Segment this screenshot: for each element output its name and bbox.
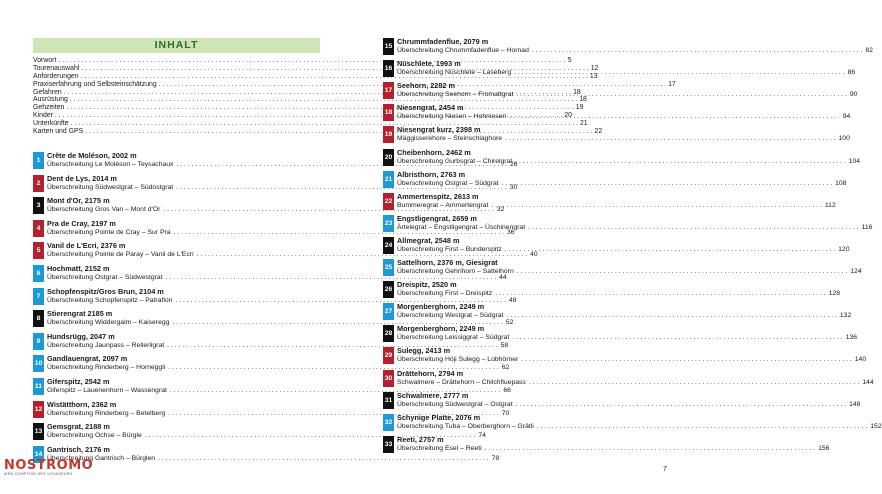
tour-route: Überschreitung Südwestgrat – Südostgrat [47,183,174,191]
tour-route-line [397,444,829,453]
tour-text [397,413,882,431]
tour-text [397,125,850,143]
tour-route: Überschreitung Widdergalm – Kaiseregg [47,319,170,327]
toc-row[interactable] [33,120,588,128]
leader-dots [485,444,815,453]
tour-name: Gandlauengrat, 2097 m [47,354,128,364]
tour-route-line [397,378,874,387]
tour-name: Morgenberghorn, 2249 m [397,324,485,334]
toc-page: 12 [590,64,599,72]
tour-name: Mont d'Or, 2175 m [47,196,110,206]
tour-text [397,103,850,121]
tour-number-badge: 12 [33,401,44,418]
tour-page: 94 [842,113,851,121]
tour-route-line [397,245,849,254]
tour-route-line [397,355,866,364]
tour-entry[interactable] [383,147,861,168]
tour-entry[interactable] [383,302,852,322]
tour-text [397,302,851,320]
tour-name: Albristhorn, 2763 m [397,169,466,179]
tour-name: Niesengrat, 2454 m [397,103,464,113]
tour-entry[interactable] [383,324,858,344]
tour-number-badge: 21 [383,171,394,188]
toc-page: 18 [579,96,587,104]
tour-page: 100 [838,135,850,143]
tour-number-badge: 23 [383,215,394,232]
tour-text [397,435,829,453]
tour-name: Allmegrat, 2548 m [397,235,460,245]
tour-number-badge: 19 [383,126,394,143]
tour-name: Dreispitz, 2520 m [397,280,457,290]
tour-page: 132 [839,312,852,320]
watermark-logo [4,458,94,476]
tour-name: Chrummfadenflue, 2079 m [397,37,489,46]
tour-page: 156 [818,444,830,452]
tour-number-badge: 7 [33,288,44,305]
tour-name: Sattelhorn, 2376 m, Giesigrat [397,258,498,267]
tour-text [397,214,872,232]
tour-route: Überschreitung Schopfenspitz – Patraflon [47,296,173,304]
tour-number-badge: 18 [383,104,394,121]
tour-page: 52 [505,319,514,327]
tour-text [397,192,836,210]
leader-dots [529,378,859,387]
tour-route: Schwalmere – Drättehorn – Chilchfluepass [397,378,526,386]
toc-page: 19 [575,104,584,112]
tour-route: Überschreitung Chrummfadenflue – Hornad [397,47,529,54]
tour-number-badge: 5 [33,242,44,259]
tour-route: Überschreitung Ostgrat – Südwestgrat [47,274,163,281]
tour-route-line [397,134,850,143]
toc-page: 22 [594,128,603,135]
tour-number-badge: 22 [383,193,394,210]
tour-page: 78 [491,454,500,462]
tour-name: Niesengrat kurz, 2398 m [397,125,481,135]
logo-tagline: WEB-COMPTOIR DES VOYAGEURS [4,472,73,476]
tour-page: 58 [500,341,509,349]
tour-name: Engstligengrat, 2659 m [397,213,477,223]
tour-page: 152 [870,422,882,430]
tour-route-line [397,46,873,55]
tour-name: Sulegg, 2413 m [397,346,451,356]
tour-number-badge: 25 [383,259,394,276]
tour-route: Überschreitung Rinderberg – Horneggli [47,364,166,372]
leader-dots [505,134,835,143]
tour-route: Überschreitung Südwestgrat – Ostgrat [397,400,513,408]
toc-title: Gehzeiten [33,104,65,112]
tour-page: 112 [824,201,836,209]
tour-text [397,324,857,342]
leader-dots [502,179,832,188]
tour-page: 136 [845,334,858,342]
tour-route-line [397,68,855,77]
tour-page: 74 [478,432,486,440]
tour-entry[interactable] [383,280,841,300]
tour-entry[interactable] [383,235,850,256]
tour-page: 120 [838,245,850,253]
leader-dots [537,422,867,431]
toc-title: Praxiserfahrung und Selbsteinschätzung [33,80,157,88]
tour-route: Überschreitung Gros Van – Mont d'Or [47,206,161,214]
tour-number-badge: 31 [383,392,394,409]
tour-number-badge: 9 [33,333,44,350]
tour-route: Überschreitung Westgrat – Südgrat [397,312,504,320]
tour-name: Schopfenspitz/Gros Brun, 2104 m [47,286,164,296]
tour-route: Überschreitung Tuba – Oberberghorn – Grätli [397,422,534,430]
tour-page: 66 [503,387,511,394]
tour-page: 144 [862,378,874,386]
toc-page: 5 [567,56,572,64]
tour-page: 108 [835,179,847,187]
tour-entry[interactable] [383,191,836,212]
tour-name: Dent de Lys, 2014 m [47,173,117,183]
tour-page: 90 [849,91,858,99]
tour-text [397,236,849,254]
tour-text [397,170,846,188]
contents-header: INHALT [33,38,320,53]
tour-route: Giferspitz – Lauenenhorn – Wassengrat [47,387,167,394]
tour-number-badge: 1 [33,152,44,169]
tour-name: Ammertenspitz, 2613 m [397,191,479,201]
tour-name: Reeti, 2757 m [397,434,444,444]
toc-page: 20 [564,112,572,120]
tour-route-line [397,157,860,166]
tour-name: Gantrisch, 2176 m [47,444,110,454]
leader-dots [495,289,825,298]
tour-route: Überschreitung First – Bunderspitz [397,245,502,253]
tour-name: Hochmatt, 2152 m [47,264,110,273]
tour-name: Schynige Platte, 2076 m [397,412,481,422]
tour-page: 30 [509,183,518,191]
tour-page: 26 [509,161,518,168]
toc-title: Gefahren [33,88,62,96]
tour-text [397,81,857,99]
tour-page: 86 [847,69,856,77]
tour-number-badge: 4 [33,220,44,237]
toc-title: Anforderungen [33,72,79,80]
tour-number-badge: 17 [383,82,394,99]
leader-dots [158,454,488,463]
tour-page: 36 [507,228,515,236]
tour-number-badge: 16 [383,60,394,77]
tour-number-badge: 15 [383,38,394,55]
tour-page: 148 [849,400,861,408]
tour-name: Giferspitz, 2542 m [47,377,110,386]
tour-page: 82 [865,47,873,54]
tour-route: Überschreitung Pointe de Paray – Vanil de L'Ecri [47,251,194,259]
tour-route-line [397,223,872,232]
tour-route: Überschreitung Ostgrat – Südgrat [397,179,499,187]
toc-title: Ausrüstung [33,96,68,104]
tour-page: 104 [848,157,861,165]
leader-dots [532,46,862,55]
tour-entry[interactable] [383,258,862,278]
tour-entry[interactable] [383,103,851,123]
tour-route: Überschreitung Seehorn – Fromattgrat [397,91,514,99]
tour-name: Cheibenhorn, 2462 m [397,147,471,157]
tour-route: Mäggisserehore – Steinschlaghore [397,135,503,143]
tour-route: Überschreitung Gurbsgrat – Chirelgrat [397,157,513,165]
tour-route-line [397,333,857,342]
tour-route: Überschreitung Le Moléson – Teysachaux [47,161,174,168]
page-number: 7 [663,466,667,473]
tour-name: Vanil de L'Ecri, 2376 m [47,241,126,251]
tour-route: Überschreitung Esel – Reeti [397,444,482,452]
tour-number-badge: 28 [383,325,394,342]
tour-route: Überschreitung Pointe de Cray – Sur Pra [47,228,171,236]
tour-number-badge: 27 [383,303,394,320]
leader-dots [491,201,821,210]
tour-page: 124 [850,268,862,275]
tour-text [397,148,860,166]
tour-number-badge: 20 [383,149,394,166]
tour-number-badge: 13 [33,423,44,440]
tour-route-line [397,289,840,298]
tour-route-line [397,267,862,276]
tour-number-badge: 32 [383,414,394,431]
leader-dots [514,68,844,77]
tour-text [397,391,860,409]
tour-route: Überschreitung Höji Sulegg – Lobhörner [397,356,519,364]
tour-route-line [397,201,836,210]
tour-name: Schwalmere, 2777 m [397,390,469,400]
tour-number-badge: 30 [383,370,394,387]
tour-entry[interactable] [383,56,856,79]
tour-route: Überschreitung Gantrisch – Bürglen [47,454,156,462]
tour-page: 32 [496,206,505,214]
toc-title: Vorwort [33,56,57,64]
leader-dots [517,267,847,276]
logo-name: NOSTROMO [4,458,94,473]
tour-name: Seehorn, 2282 m [397,81,455,91]
toc-page: 21 [579,120,588,128]
tour-number-badge: 6 [33,265,44,282]
tour-name: Drättehorn, 2794 m [397,368,464,378]
leader-dots [505,245,835,254]
tour-name: Pra de Cray, 2197 m [47,218,116,228]
tour-route-line [397,90,857,99]
tour-route: Überschreitung First – Dreispitz [397,290,493,298]
tour-page: 116 [861,223,873,231]
tour-number-badge: 3 [33,197,44,214]
tour-route: Überschreitung Ochse – Bürgle [47,432,142,440]
toc-row[interactable] [33,96,587,104]
tour-route-line [397,422,882,431]
tour-text [397,280,840,298]
tour-page: 140 [854,356,867,364]
tour-name: Nüschlete, 1993 m [397,59,461,69]
tour-route: Überschreitung Niesen – Hohniesen [397,113,507,121]
tour-name: Crête de Moléson, 2002 m [47,151,137,160]
tour-number-badge: 33 [383,436,394,453]
tour-entry[interactable] [383,37,873,57]
tour-route: Überschreitung Nüschlete – Laseberg [397,69,512,77]
tour-page: 40 [530,251,538,259]
tour-text [397,369,874,387]
leader-dots [509,112,839,121]
leader-dots [512,333,842,342]
tour-entry[interactable] [383,213,873,234]
leader-dots [516,400,846,409]
toc-page: 17 [668,80,676,88]
tour-route-line [397,112,850,121]
tour-number-badge: 24 [383,237,394,254]
tour-route: Überschreitung Rinderberg – Betelberg [47,409,166,417]
tour-text [397,56,856,77]
tour-route: Überschreitung Gehrihorn – Sattelhorn [397,268,514,275]
tour-entry[interactable] [383,434,830,455]
tour-entry[interactable] [383,81,858,101]
toc-title: Tourenauswahl [33,64,80,72]
tour-page: 48 [508,296,517,304]
tour-name: Hundsrügg, 2047 m [47,331,115,341]
tour-number-badge: 2 [33,175,44,192]
tour-entry[interactable] [383,412,882,433]
tour-route-line [397,311,851,320]
tour-route-line [397,179,846,188]
tour-page: 128 [828,290,841,298]
tour-route-line [47,454,499,463]
tour-route: Überschreitung Leissiggrat – Südgrat [397,334,510,342]
tour-entry[interactable] [383,346,867,366]
tour-text [397,37,873,55]
tour-number-badge: 26 [383,281,394,298]
tour-route: Ärtelegrat – Engstligengrat – Üschinengrat [397,223,526,231]
tour-page: 62 [501,364,510,372]
tour-number-badge: 14 [33,446,44,463]
toc-page: 13 [589,72,598,80]
tour-entry[interactable] [383,125,850,145]
leader-dots [528,223,858,232]
tour-route-line [397,400,860,409]
leader-dots [506,311,836,320]
toc-title: Unterkünfte [33,120,69,128]
leader-dots [515,157,845,166]
tour-name: Morgenberghorn, 2249 m [397,302,485,312]
toc-title: Kinder [33,112,53,120]
tour-text [397,346,866,364]
tour-page: 44 [499,274,507,281]
tour-entry[interactable] [383,169,847,190]
tour-number-badge: 10 [33,355,44,372]
leader-dots [521,355,851,364]
toc-title: Karten und GPS [33,128,84,135]
tour-number-badge: 29 [383,347,394,364]
leader-dots [516,90,846,99]
tour-number-badge: 11 [33,378,44,395]
tour-name: Stierengrat 2185 m [47,309,113,319]
tour-route: Bummeregrat – Ammertengrat [397,201,489,209]
tour-name: Wistätthorn, 2362 m [47,399,117,409]
tour-route: Überschreitung Jaunpass – Rellerligrat [47,341,165,349]
tour-text [397,258,862,276]
tour-number-badge: 8 [33,310,44,327]
tour-name: Gemsgrat, 2188 m [47,422,110,432]
tour-page: 70 [501,409,510,417]
toc-page: 18 [573,88,581,96]
